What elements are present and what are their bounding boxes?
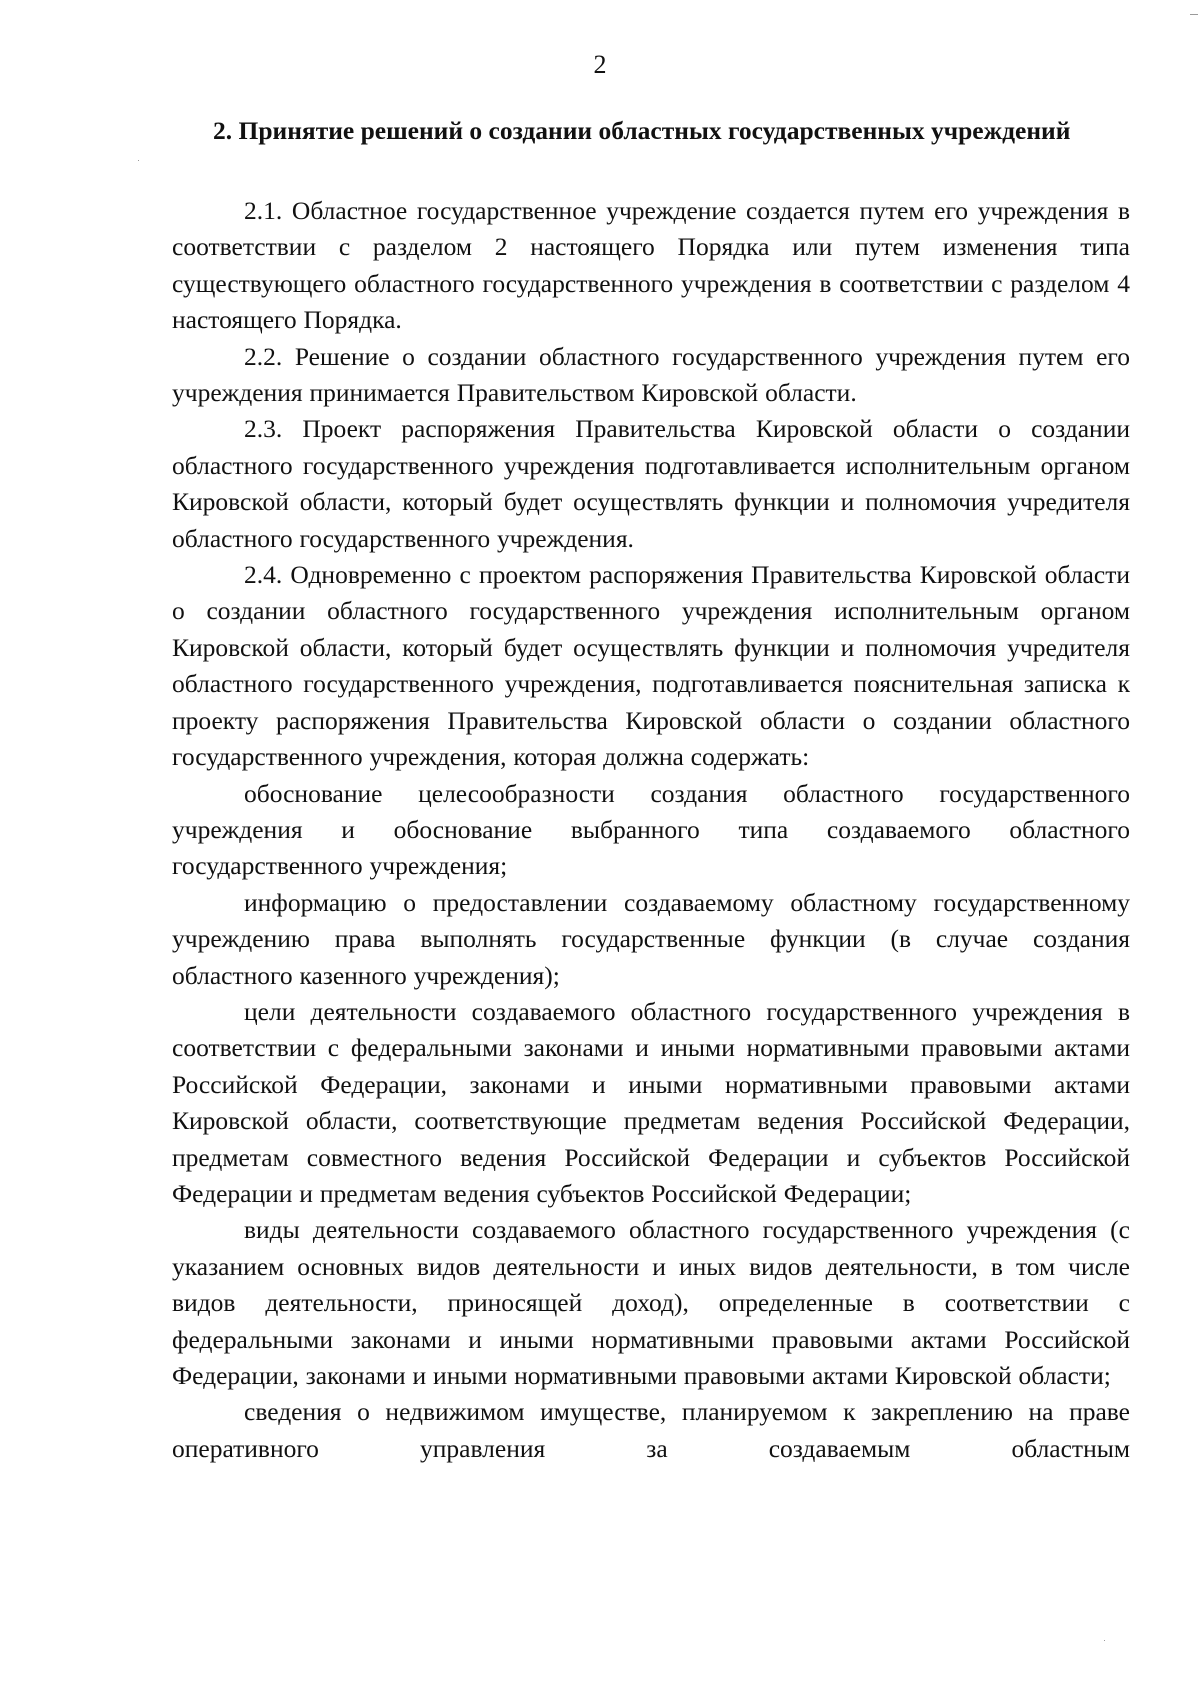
scan-mark bbox=[1104, 1640, 1105, 1641]
paragraph-2-4: 2.4. Одновременно с проектом распоряжения Правительства Кировской области о создании областного государственного учреждения исполнительным органом Кировской области, который будет осуществлять функции и полномочия учредителя областного государственного учреждения, подготавливается пояснительная записка к проекту распоряжения Правительства Кировской области о создании областного государственного учреждения, которая должна содержать: bbox=[172, 560, 1130, 772]
list-item-goals: цели деятельности создаваемого областного государственного учреждения в соответствии с федеральными законами и иными нормативными правовыми актами Российской Федерации, законами и иными нормативными правовыми актами Кировской области, соответствующие предметам ведения Российской Федерации, предметам совместного ведения Российской Федерации и субъектов Российской Федерации и предметам ведения субъектов Российской Федерации; bbox=[172, 996, 1130, 1208]
list-item-property: сведения о недвижимом имуществе, планируемом к закреплению на праве оперативного управления за создаваемым областным bbox=[172, 1397, 1130, 1463]
paragraph-2-2: 2.2. Решение о создании областного государственного учреждения путем его учреждения принимается Правительством Кировской области. bbox=[172, 341, 1130, 408]
scan-mark bbox=[138, 160, 139, 161]
paragraph-2-1: 2.1. Областное государственное учреждение создается путем его учреждения в соответствии с разделом 2 настоящего Порядка или путем изменения типа существующего областного государственного учреждения в соответствии с разделом 4 настоящего Порядка. bbox=[172, 196, 1130, 335]
list-item-activities: виды деятельности создаваемого областного государственного учреждения (с указанием основных видов деятельности и иных видов деятельности, в том числе видов деятельности, приносящей доход), определенные в соответствии с федеральными законами и иными нормативными правовыми актами Российской Федерации, законами и иными нормативными правовыми актами Кировской области; bbox=[172, 1215, 1130, 1390]
list-item-justification: обоснование целесообразности создания областного государственного учреждения и обоснование выбранного типа создаваемого областного государственного учреждения; bbox=[172, 778, 1130, 881]
scan-mark bbox=[1190, 14, 1198, 15]
list-item-state-functions: информацию о предоставлении создаваемому областному государственному учреждению права выполнять государственные функции (в случае создания областного казенного учреждения); bbox=[172, 887, 1130, 990]
page-number: 2 bbox=[593, 50, 607, 79]
paragraph-2-3: 2.3. Проект распоряжения Правительства Кировской области о создании областного государственного учреждения подготавливается исполнительным органом Кировской области, который будет осуществлять функции и полномочия учредителя областного государственного учреждения. bbox=[172, 414, 1130, 553]
section-heading: 2. Принятие решений о создании областных государственных учреждений bbox=[213, 116, 1071, 145]
document-body bbox=[172, 113, 1130, 1467]
